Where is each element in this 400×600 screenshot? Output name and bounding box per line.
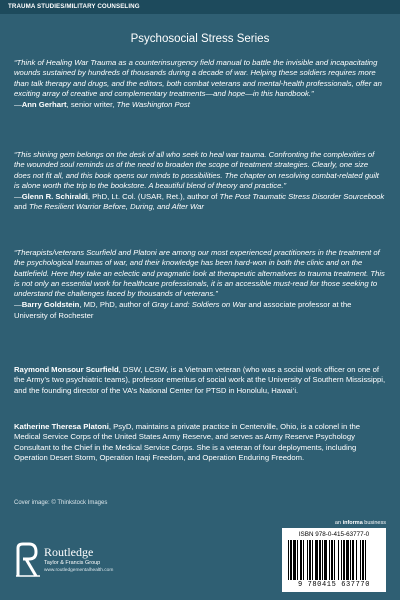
quote-text: “Think of Healing War Trauma as a counterinsurgency field manual to battle the invisible and incapacitating wounds sustained by hundreds of thousands during a decade of war. Helping these soldiers requires more than talk therapy and drugs, and the editors, both combat veterans and mental-health professionals, offer an exciting array of creative and complementary treatments—and hope—in this handbook.” — [14, 58, 382, 98]
attrib-role: , senior writer, — [66, 100, 117, 110]
author-bio-1 — [14, 365, 386, 396]
quote-text: “This shining gem belongs on the desk of all who seek to heal war trauma. Confronting the complexities of the wounded soul reminds us of the need to broaden the scope of treatment strategies. Clearly, one size does not fit all, and this book opens our minds to possibilities. The chapter on resolving combat-related guilt is alone worth the trip to the bookstore. A beautiful blend of theory and practice.” — [14, 150, 379, 190]
publisher-name: Routledge — [44, 545, 94, 559]
praise-quote-3 — [14, 248, 386, 321]
attrib-work-2: The Resilient Warrior Before, During, and After War — [28, 202, 204, 212]
attrib-work: The Post Traumatic Stress Disorder Sourcebook — [219, 192, 385, 202]
category-band — [0, 0, 400, 14]
bio-name: Raymond Monsour Scurfield — [14, 365, 119, 374]
informa-tagline — [335, 520, 386, 526]
attrib-tail: and associate professor at the University of Rochester — [14, 300, 352, 320]
praise-quote-2 — [14, 150, 386, 213]
quote-attribution — [14, 300, 386, 321]
attrib-dash: — — [14, 192, 22, 202]
publisher-subtitle: Taylor & Francis Group — [44, 560, 101, 566]
attrib-name: Barry Goldstein — [21, 300, 80, 310]
attrib-role: , PhD, Lt. Col. (USAR, Ret.), author of — [87, 192, 220, 202]
praise-quote-1 — [14, 58, 386, 110]
quote-text: “Therapists/veterans Scurfield and Platoni are among our most experienced practitioners in the treatment of the psychological traumas of war, and their knowledge has been hard-won in both the clinic and on the battlefield. Here they take an eclectic and pragmatic look at therapeutic alternatives to trauma treatment. This is not only an essential work for healthcare professionals, it is an accessible must-read for those seeking to understand the challenges faced by thousands of veterans.” — [14, 248, 385, 299]
series-title: Psychosocial Stress Series — [130, 33, 270, 45]
attrib-name: Glenn R. Schiraldi — [21, 192, 88, 202]
isbn-barcode — [282, 528, 386, 592]
attrib-work: Gray Land: Soldiers on War — [151, 300, 247, 310]
attrib-dash: — — [14, 300, 22, 310]
category-label: TRAUMA STUDIES/MILITARY COUNSELING — [8, 3, 140, 10]
attrib-role: , MD, PhD, author of — [79, 300, 152, 310]
quote-attribution — [14, 100, 386, 110]
bio-text: , DSW, LCSW, is a Vietnam veteran (who was a social work officer on one of the Army’s two psychiatric teams), professor emeritus of social work at the University of Southern Mississippi, and the founding director of the VA’s National Center for PTSD in Honolulu, Hawai‘i. — [14, 365, 386, 395]
routledge-logo-icon — [14, 542, 42, 578]
informa-post: business — [362, 520, 386, 526]
author-bio-2 — [14, 422, 386, 463]
attrib-name: Ann Gerhart — [21, 100, 67, 110]
ean-digits: 9 780415 637770 — [297, 581, 370, 589]
attrib-work: The Washington Post — [116, 100, 190, 110]
publisher-url: www.routledgementalhealth.com — [44, 568, 114, 573]
bio-text: , PsyD, maintains a private practice in Centerville, Ohio, is a colonel in the Medical Service Corps of the United States Army Reserve, and serves as Army Reserve Psychology Consultant to the Chief in the Medical Service Corps. She is a veteran of four deployments, including Operation Desert Storm, Operation Iraqi Freedom, and Operation Enduring Freedom. — [14, 422, 361, 462]
cover-image-credit: Cover image: © Thinkstock Images — [14, 500, 108, 506]
barcode-icon — [288, 540, 380, 580]
attrib-dash: — — [14, 100, 22, 110]
informa-brand: informa — [342, 520, 363, 526]
bio-name: Katherine Theresa Platoni — [14, 422, 109, 431]
attrib-mid: and — [14, 202, 29, 212]
quote-attribution — [14, 192, 386, 213]
publisher-logo — [14, 542, 164, 582]
isbn-number: ISBN 978-0-415-63777-0 — [298, 531, 370, 538]
informa-pre: an — [334, 520, 343, 526]
